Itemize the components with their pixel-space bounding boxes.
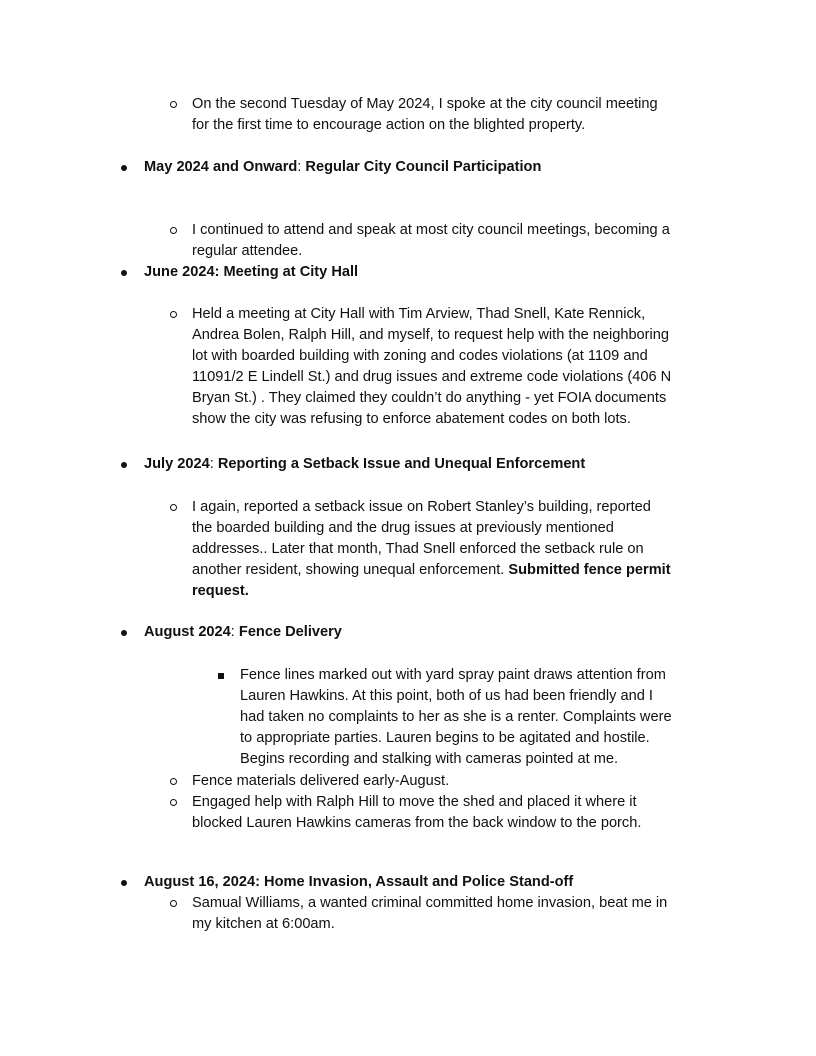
heading-may-onward [144,157,541,178]
heading-title: Reporting a Setback Issue and Unequal Enforcement [213,456,586,472]
list-item-august-fence-lines [240,665,672,770]
bullet-icon [121,462,127,468]
bullet-icon [121,880,127,886]
text-line: Engaged help with Ralph Hill to move the shed and placed it where it [192,794,637,810]
heading-date: July 2024 [144,456,210,472]
text-line: had taken no complaints to her as she is a renter. Complaints were [240,709,672,725]
bold-text: request. [192,583,249,599]
text-line: Fence lines marked out with yard spray paint draws attention from [240,667,666,683]
heading-date: August 2024 [144,624,231,640]
heading-sep: : [297,159,302,175]
heading-sep: : [230,624,235,640]
heading-june: June 2024: Meeting at City Hall [144,264,359,280]
text-line: Held a meeting at City Hall with Tim Arview, Thad Snell, Kate Rennick, [192,306,646,322]
circle-bullet-icon [170,799,177,806]
list-item-july [192,497,671,602]
list-item-august-materials [192,771,449,792]
text-line: Lauren Hawkins. At this point, both of us had been friendly and I [240,688,653,704]
text-line: my kitchen at 6:00am. [192,916,335,932]
text-line: blocked Lauren Hawkins cameras from the back window to the porch. [192,815,642,831]
text-line: Begins recording and stalking with cameras pointed at me. [240,751,619,767]
list-item-august-shed [192,792,641,834]
text-line: addresses.. Later that month, Thad Snell enforced the setback rule on [192,541,644,557]
heading-aug16: August 16, 2024: Home Invasion, Assault and Police Stand-off [144,874,574,890]
circle-bullet-icon [170,778,177,785]
heading-title: Regular City Council Participation [301,159,542,175]
text-line: another resident, showing unequal enforcement. [192,562,509,578]
text-line: I again, reported a setback issue on Robert Stanley’s building, reported [192,499,651,515]
heading-july [144,454,585,475]
heading-title: Fence Delivery [234,624,342,640]
circle-bullet-icon [170,504,177,511]
heading-august [144,622,342,643]
circle-bullet-icon [170,900,177,907]
text-line: Fence materials delivered early-August. [192,773,450,789]
heading-date: May 2024 and Onward [144,159,298,175]
list-item-may-onward [192,220,670,262]
bold-text: Submitted fence permit [508,562,671,578]
text-line: show the city was refusing to enforce abatement codes on both lots. [192,411,631,427]
text-line: lot with boarded building with zoning and codes violations (at 1109 and [192,348,648,364]
text-line: 11091/2 E Lindell St.) and drug issues and extreme code violations (406 N [192,369,672,385]
text-line: the boarded building and the drug issues at previously mentioned [192,520,614,536]
circle-bullet-icon [170,101,177,108]
list-item-may-speak [192,94,658,136]
bullet-icon [121,630,127,636]
bullet-icon [121,270,127,276]
bullet-icon [121,165,127,171]
list-item-aug16 [192,893,667,935]
circle-bullet-icon [170,227,177,234]
square-bullet-icon [218,673,224,679]
circle-bullet-icon [170,311,177,318]
heading-sep: : [209,456,214,472]
text-line: to appropriate parties. Lauren begins to be agitated and hostile. [240,730,650,746]
text-line: I continued to attend and speak at most city council meetings, becoming a [192,222,670,238]
text-line: Samual Williams, a wanted criminal committed home invasion, beat me in [192,895,668,911]
list-item-june [192,304,671,430]
text-line: regular attendee. [192,243,303,259]
text-line: On the second Tuesday of May 2024, I spoke at the city council meeting [192,96,658,112]
text-line: Andrea Bolen, Ralph Hill, and myself, to request help with the neighboring [192,327,670,343]
text-line: Bryan St.) . They claimed they couldn’t do anything - yet FOIA documents [192,390,667,406]
text-line: for the first time to encourage action on the blighted property. [192,117,586,133]
